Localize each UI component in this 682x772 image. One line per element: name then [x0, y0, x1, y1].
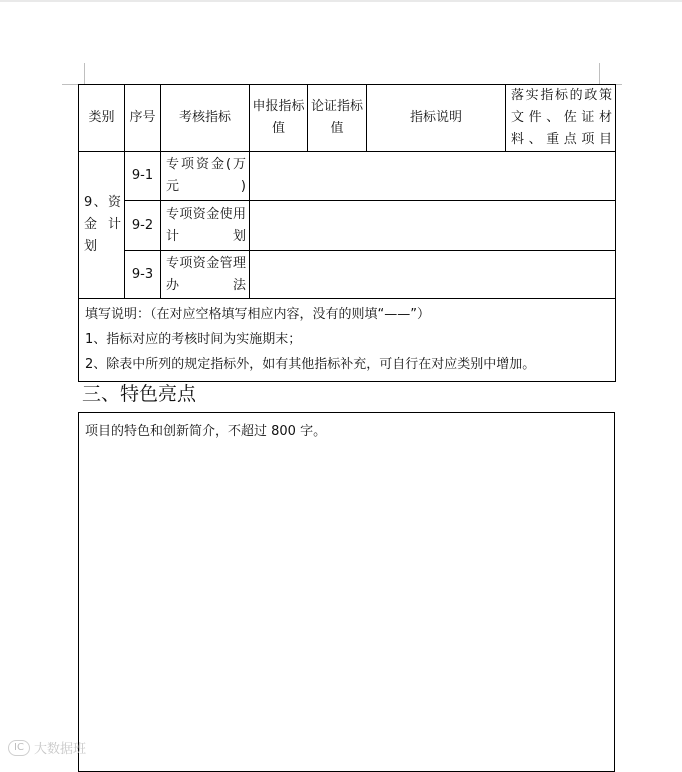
table-row [79, 201, 616, 251]
header-declared-value: 申报指标值 [250, 85, 308, 152]
row-seq: 9-2 [125, 201, 161, 251]
notes-title: 填写说明：（在对应空格填写相应内容，没有的则填“——”） [85, 307, 430, 322]
feature-instruction: 项目的特色和创新简介，不超过 800 字。 [85, 424, 327, 439]
header-verified-value: 论证指标值 [308, 85, 367, 152]
row-indicator: 专项资金管理办法 [161, 251, 250, 299]
category-cell: 9、资金计划 [79, 152, 125, 299]
crop-mark-left [84, 63, 85, 84]
header-description: 指标说明 [367, 85, 506, 152]
header-category: 类别 [79, 85, 125, 152]
row-indicator: 专项资金使用计划 [161, 201, 250, 251]
notes-cell [79, 299, 616, 382]
table-row [79, 152, 616, 201]
indicator-table [78, 84, 616, 382]
watermark-text: 大数据班 [34, 742, 87, 757]
row-indicator: 专项资金(万元) [161, 152, 250, 201]
row-value-cell[interactable] [250, 152, 616, 201]
section-heading: 三、特色亮点 [82, 383, 197, 405]
table-header-row [79, 85, 616, 152]
top-border-line [0, 0, 682, 2]
row-value-cell[interactable] [250, 201, 616, 251]
row-seq: 9-1 [125, 152, 161, 201]
header-policy-docs: 落实指标的政策文件、佐证材料、重点项目 [506, 85, 616, 152]
note-item: 1、指标对应的考核时间为实施期末； [85, 332, 302, 347]
header-indicator: 考核指标 [161, 85, 250, 152]
header-seq: 序号 [125, 85, 161, 152]
row-seq: 9-3 [125, 251, 161, 299]
notes-row [79, 299, 616, 382]
row-value-cell[interactable] [250, 251, 616, 299]
feature-textbox[interactable] [78, 412, 615, 772]
watermark [8, 738, 86, 757]
watermark-logo-icon: IC [8, 740, 30, 756]
table-row [79, 251, 616, 299]
crop-mark-right [599, 63, 600, 84]
note-item: 2、除表中所列的规定指标外，如有其他指标补充，可自行在对应类别中增加。 [85, 357, 536, 372]
